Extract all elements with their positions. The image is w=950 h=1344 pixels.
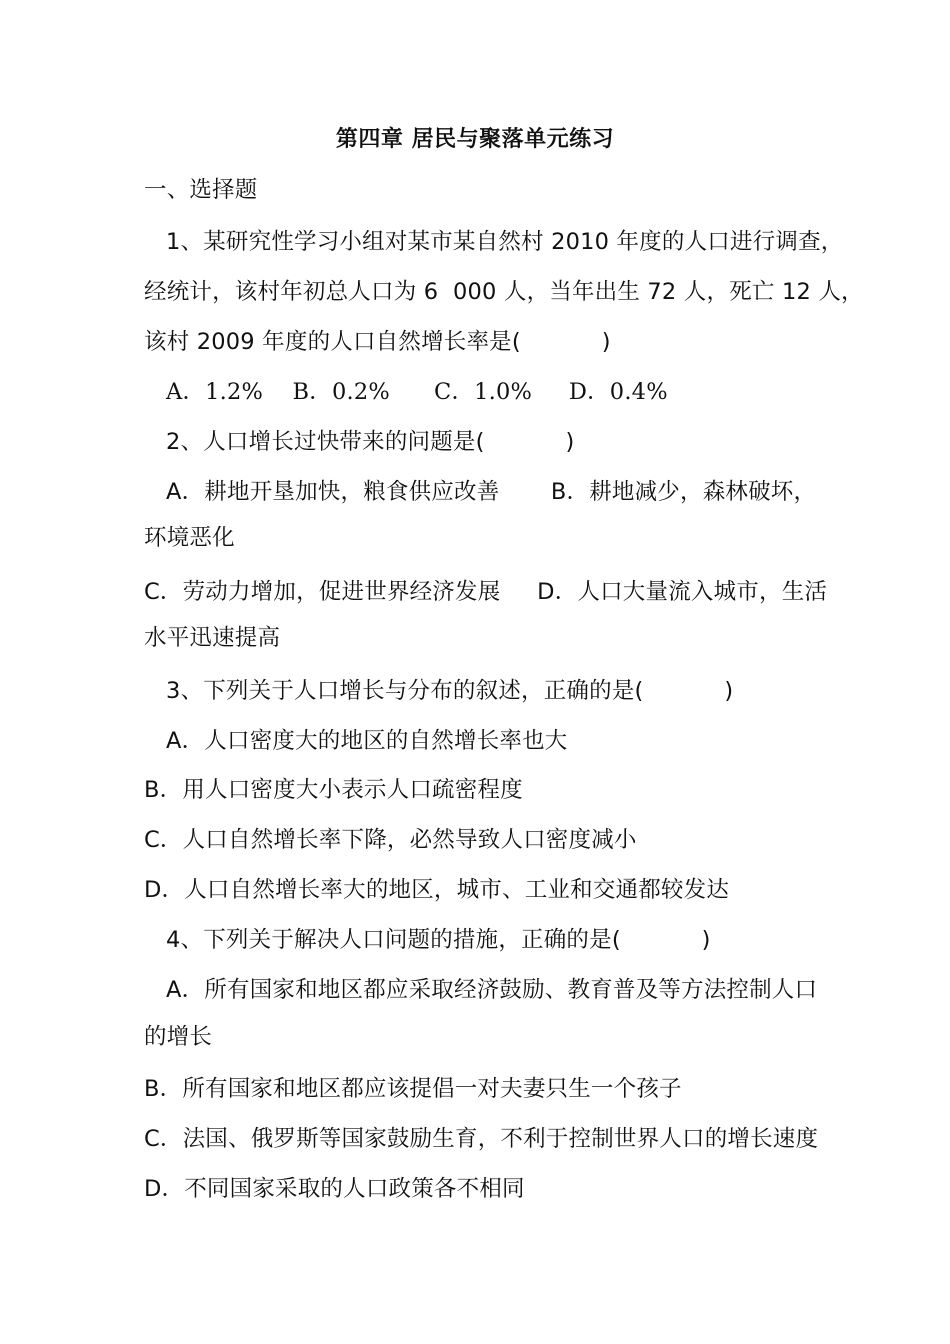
- question-3-option-a: A．人口密度大的地区的自然增长率也大: [166, 728, 568, 754]
- question-2-options-ab-cont: 环境恶化: [144, 525, 235, 551]
- question-3-option-b: B．用人口密度大小表示人口疏密程度: [144, 777, 523, 803]
- page-title: 第四章 居民与聚落单元练习: [335, 127, 615, 152]
- question-4-stem: 4、下列关于解决人口问题的措施，正确的是( ): [166, 927, 711, 953]
- question-2-options-ab: A．耕地开垦加快，粮食供应改善 B．耕地减少，森林破坏，: [166, 479, 817, 505]
- question-4-option-c: C．法国、俄罗斯等国家鼓励生育，不利于控制世界人口的增长速度: [144, 1126, 819, 1152]
- question-2-options-cd: C．劳动力增加，促进世界经济发展 D．人口大量流入城市，生活: [144, 579, 828, 605]
- question-4-option-b: B．所有国家和地区都应该提倡一对夫妻只生一个孩子: [144, 1076, 682, 1102]
- question-1-line-1: 1、某研究性学习小组对某市某自然村 2010 年度的人口进行调查，: [166, 229, 844, 255]
- question-1-line-2: 经统计，该村年初总人口为 6 000 人，当年出生 72 人，死亡 12 人，: [144, 279, 864, 305]
- question-1-options: A．1.2% B．0.2% C．1.0% D．0.4%: [166, 379, 668, 405]
- question-3-stem: 3、下列关于人口增长与分布的叙述，正确的是( ): [166, 678, 734, 704]
- question-3-option-c: C．人口自然增长率下降，必然导致人口密度减小: [144, 827, 637, 853]
- question-4-option-a-cont: 的增长: [144, 1024, 213, 1050]
- section-heading: 一、选择题: [144, 177, 258, 203]
- question-2-stem: 2、人口增长过快带来的问题是( ): [166, 429, 575, 455]
- question-2-options-cd-cont: 水平迅速提高: [144, 625, 281, 651]
- question-4-option-a: A．所有国家和地区都应采取经济鼓励、教育普及等方法控制人口: [166, 977, 818, 1003]
- question-3-option-d: D．人口自然增长率大的地区，城市、工业和交通都较发达: [144, 877, 730, 903]
- question-1-line-3: 该村 2009 年度的人口自然增长率是( ): [144, 329, 611, 355]
- question-4-option-d: D．不同国家采取的人口政策各不相同: [144, 1176, 525, 1202]
